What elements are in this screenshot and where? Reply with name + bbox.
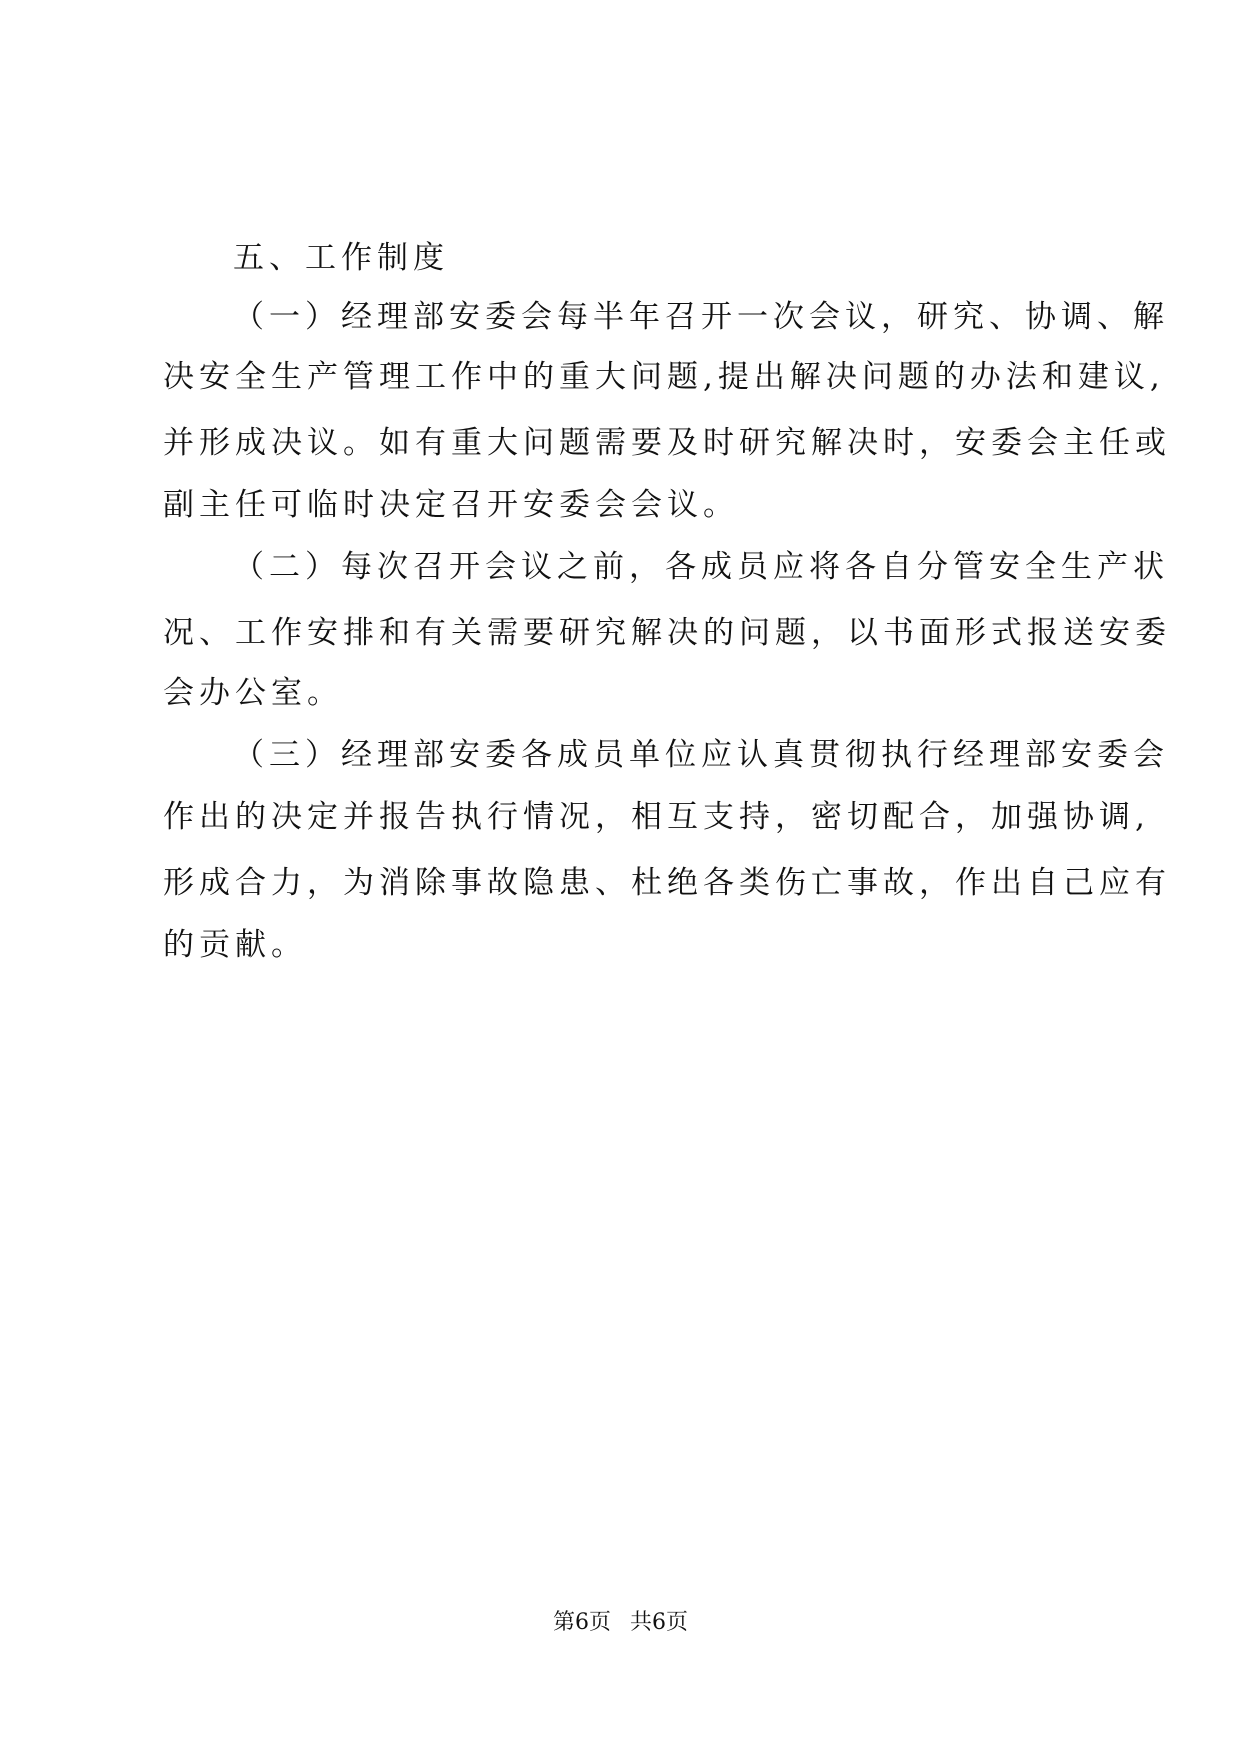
page-total: 共6页 bbox=[630, 1610, 688, 1635]
paragraph-line: 形成合力，为消除事故隐患、杜绝各类伤亡事故，作出自己应有 bbox=[163, 865, 1171, 901]
paragraph-line: 会办公室。 bbox=[163, 675, 343, 711]
paragraph-line: 并形成决议。如有重大问题需要及时研究解决时，安委会主任或 bbox=[163, 425, 1171, 461]
paragraph-line: 决安全生产管理工作中的重大问题,提出解决问题的办法和建议, bbox=[163, 359, 1165, 395]
paragraph-line: 况、工作安排和有关需要研究解决的问题，以书面形式报送安委 bbox=[163, 615, 1171, 651]
page-footer bbox=[0, 1608, 1241, 1638]
paragraph-line: 的贡献。 bbox=[163, 927, 307, 963]
paragraph-line: （二）每次召开会议之前，各成员应将各自分管安全生产状 bbox=[233, 549, 1169, 585]
page-number: 第6页 bbox=[553, 1610, 611, 1635]
paragraph-line: 副主任可临时决定召开安委会会议。 bbox=[163, 487, 739, 523]
paragraph-line: 作出的决定并报告执行情况，相互支持，密切配合，加强协调, bbox=[163, 799, 1150, 835]
section-heading: 五、工作制度 bbox=[233, 240, 449, 276]
paragraph-line: （一）经理部安委会每半年召开一次会议，研究、协调、解 bbox=[233, 299, 1169, 335]
paragraph-line: （三）经理部安委各成员单位应认真贯彻执行经理部安委会 bbox=[233, 737, 1169, 773]
